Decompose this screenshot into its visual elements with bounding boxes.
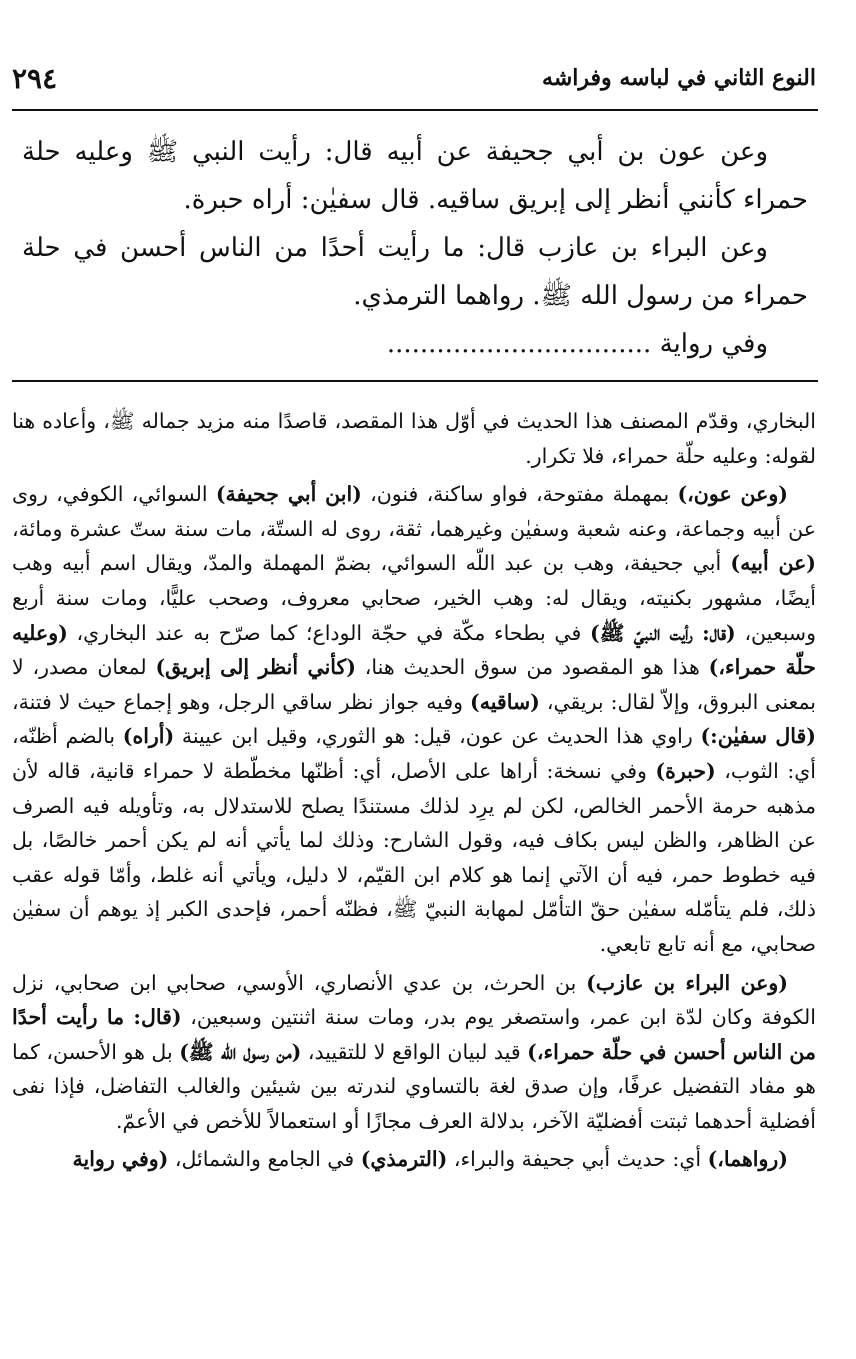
commentary xyxy=(12,404,816,1181)
page-header xyxy=(12,58,816,98)
commentary-paragraph xyxy=(12,477,816,961)
quoted-phrase: (وعن البراء بن عازب) xyxy=(586,970,788,995)
commentary-text: هذا هو المقصود من سوق الحديث هنا، xyxy=(355,655,709,680)
quoted-phrase: (رواهما،) xyxy=(707,1147,788,1172)
hadith-paragraph xyxy=(22,320,808,368)
commentary-paragraph: البخاري، وقدّم المصنف هذا الحديث في أوّل هذا المقصد، قاصدًا منه مزيد جماله ﷺ، وأعاده هنا لقوله: وعليه حلّة حمراء، فلا تكرار. xyxy=(12,409,816,468)
hadith-text xyxy=(22,128,808,368)
quoted-phrase: (قال سفيٰن:) xyxy=(700,724,816,749)
quoted-phrase: (كأني أنظر إلى إبريق) xyxy=(155,655,356,680)
page-number: ٢٩٤ xyxy=(12,61,58,95)
quoted-phrase: (وعن عون،) xyxy=(677,482,788,507)
commentary-text: بل هو الأحسن، كما هو مفاد التفضيل عرفًا، وإن صدق لغة بالتساوي لندرته بين شيئين والغالب التفاضل، فإذا نفى أفضلية أحدهما ثبتت أفضليّة الآخر، بدلالة العرف مجازًا أو استعمالاً للأخص في الأعمّ. xyxy=(12,1039,816,1133)
commentary-text: بالضم أظنّه، أي: الثوب، xyxy=(12,724,816,783)
commentary-text: وفي نسخة: أراها على الأصل، أي: أظنّها مخطّطة لا حمراء قانية، قاله لأن مذهبه حرمة الأحمر الخالص، لكن لم يرِد لذلك مستندًا يصلح للاستدلال به، وتأويله فيه الصرف عن الظاهر، والظن ليس بكاف فيه، وقول الشارح: وذلك لما يأتي أنه لم يكن أحمر خالصًا، بل فيه خطوط حمر، فيه أن الآتي إنما هو كلام ابن القيّم، لا دليل، ويأتي أنه غلط، وأمّا قوله عقب ذلك، فلم يتأمّله سفيٰن حقّ التأمّل لمهابة النبيّ ﷺ، فظنّه أحمر، فإحدى الكبر إذ يوهم أن سفيٰن صحابي، مع أنه تابع تابعي. xyxy=(12,758,816,956)
commentary-text: لمعان مصدر، لا بمعنى البروق، وإلاّ لقال: بريقي، xyxy=(12,655,817,714)
commentary-text: بن الحرث، بن عدي الأنصاري، الأوسي، صحابي ابن صحابي، نزل الكوفة وكان لدّة ابن عمر، واستصغر يوم بدر، ومات سنة اثنتين وسبعين، xyxy=(12,970,816,1030)
commentary-text: بمهملة مفتوحة، فواو ساكنة، فنون، xyxy=(361,482,678,507)
commentary-text: في بطحاء مكّة في حجّة الوداع؛ كما صرّح به عند البخاري، xyxy=(67,620,590,645)
commentary-text: أي: حديث أبي جحيفة والبراء، xyxy=(447,1147,708,1172)
quoted-phrase: (ساقيه) xyxy=(470,689,540,714)
quoted-phrase: (الترمذي) xyxy=(360,1147,448,1172)
quoted-phrase: (قال: ما رأيت أحدًا من الناس أحسن في حلّة حمراء،) xyxy=(12,1005,817,1064)
quoted-phrase: (عن أبيه) xyxy=(730,551,817,576)
quoted-phrase: (أراه) xyxy=(122,724,175,749)
hadith-paragraph: وعن عون بن أبي جحيفة عن أبيه قال: رأيت النبي ﷺ وعليه حلة حمراء كأنني أنظر إلى إبريق ساقيه. قال سفيٰن: أراه حبرة. xyxy=(22,137,808,215)
quoted-phrase: (وعليه حلّة حمراء،) xyxy=(12,620,816,680)
quoted-phrase: (من رسول اللّه ﷺ) xyxy=(179,1039,302,1064)
running-title: النوع الثاني في لباسه وفراشه xyxy=(542,65,816,91)
commentary-text: السوائي، الكوفي، روى عن أبيه وجماعة، وعنه شعبة وسفيٰن وغيرهما، ثقة، روى له الستّة، مات سنة ستّ عشرة ومائة، xyxy=(12,482,816,541)
quoted-phrase: (قال: رأيت النبيّ ﷺ) xyxy=(590,620,736,645)
separator-rule xyxy=(12,380,818,382)
commentary-text: أبي جحيفة، وهب بن عبد اللّه السوائي، بضمّ المهملة والمدّ، ويقال اسم أبيه وهب أيضًا، مشهور بكنيته، ويقال له: وهب الخير، صحابي معروف، وصحب عليًّا، ومات سنة أربع وسبعين، xyxy=(12,551,816,645)
commentary-text: وفيه جواز نظر ساقي الرجل، وهو إجماع حيث لا فتنة، xyxy=(12,689,471,714)
commentary-paragraph xyxy=(12,966,816,1139)
commentary-paragraph xyxy=(12,1142,816,1177)
quoted-phrase: (حبرة) xyxy=(655,758,716,783)
continuation-dots: ................................ xyxy=(386,329,652,359)
hadith-paragraph: وعن البراء بن عازب قال: ما رأيت أحدًا من الناس أحسن في حلة حمراء من رسول الله ﷺ. رواهما الترمذي. xyxy=(22,233,808,311)
quoted-phrase: (ابن أبي جحيفة) xyxy=(215,482,362,507)
commentary-text: راوي هذا الحديث عن عون، قيل: هو الثوري، وقيل ابن عيينة xyxy=(174,724,701,749)
header-rule xyxy=(12,109,818,111)
quoted-phrase: (وفي رواية xyxy=(72,1147,169,1172)
hadith-continuation: وفي رواية xyxy=(659,329,768,359)
commentary-text: في الجامع والشمائل، xyxy=(168,1147,361,1172)
commentary-text: قيد لبيان الواقع لا للتقييد، xyxy=(301,1039,528,1064)
